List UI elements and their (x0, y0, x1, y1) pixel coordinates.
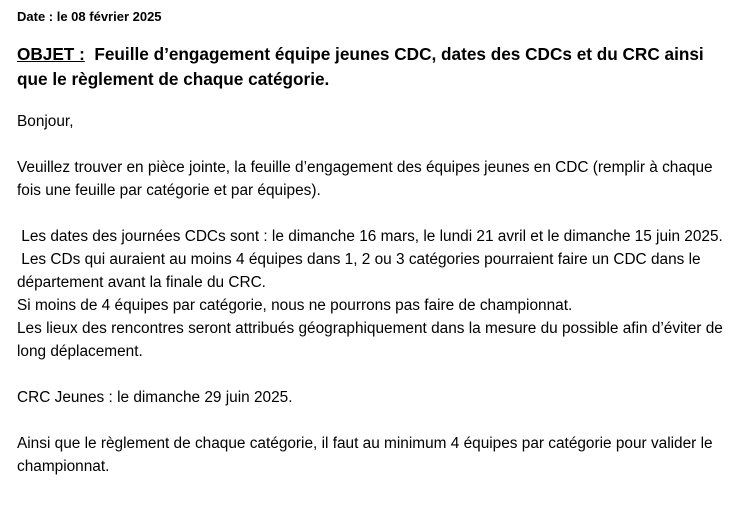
paragraph-attachment: Veuillez trouver en pièce jointe, la feuille d’engagement des équipes jeunes en CDC (remplir à chaque fois une feuille par catégorie et par équipes). (17, 159, 713, 199)
letter-page (17, 6, 739, 478)
date-line: Date : le 08 février 2025 (17, 9, 162, 24)
paragraph-cdc-dates: Les dates des journées CDCs sont : le dimanche 16 mars, le lundi 21 avril et le dimanche 15 juin 2025. (17, 228, 723, 245)
subject-line (17, 42, 739, 92)
greeting: Bonjour, (17, 113, 74, 130)
paragraph-cd-teams: Les CDs qui auraient au moins 4 équipes dans 1, 2 ou 3 catégories pourraient faire un CDC dans le département avant la finale du CRC. (17, 251, 705, 291)
subject-label: OBJET : (17, 44, 85, 64)
paragraph-crc-date: CRC Jeunes : le dimanche 29 juin 2025. (17, 389, 293, 406)
paragraph-locations: Les lieux des rencontres seront attribués géographiquement dans la mesure du possible afin d’éviter de long déplacement. (17, 320, 723, 360)
paragraph-rules: Ainsi que le règlement de chaque catégorie, il faut au minimum 4 équipes par catégorie pour valider le championnat. (17, 435, 713, 475)
paragraph-minimum-teams: Si moins de 4 équipes par catégorie, nous ne pourrons pas faire de championnat. (17, 297, 573, 314)
subject-text: Feuille d’engagement équipe jeunes CDC, dates des CDCs et du CRC ainsi que le règlement de chaque catégorie. (17, 44, 704, 89)
